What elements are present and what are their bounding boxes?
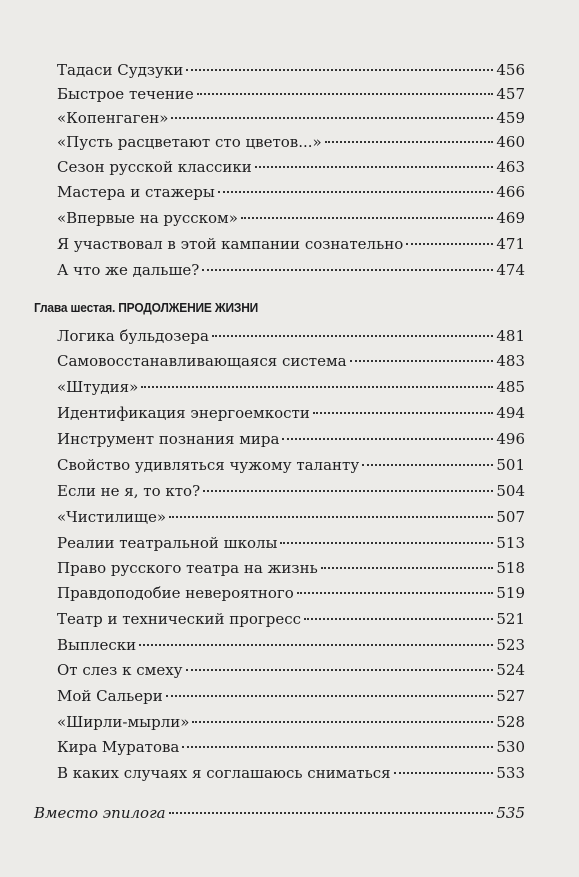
toc-entry-title: Я участвовал в этой кампании сознательно: [57, 235, 404, 253]
toc-entry-title: Свойство удивляться чужому таланту: [57, 456, 360, 474]
toc-entry-page: 481: [496, 327, 525, 345]
dot-leader: [139, 644, 493, 646]
toc-entry: [57, 427, 525, 451]
toc-entry-title: «Чистилище»: [57, 508, 166, 526]
dot-leader: [197, 93, 494, 95]
chapter-heading: Глава шестая. ПРОДОЛЖЕНИЕ ЖИЗНИ: [34, 300, 259, 315]
toc-entry: [57, 735, 525, 759]
toc-entry: [57, 324, 525, 348]
toc-entry-title: «Штудия»: [57, 378, 139, 396]
toc-entry: [57, 82, 525, 106]
toc-entry-page: 501: [496, 456, 525, 474]
toc-entry-page: 460: [496, 133, 525, 151]
toc-entry-title: В каких случаях я соглашаюсь сниматься: [57, 764, 391, 782]
toc-entry-title: Мой Сальери: [57, 687, 163, 705]
toc-entry-title: «Пусть расцветают сто цветов...»: [57, 133, 322, 151]
toc-entry-epilogue: [34, 801, 525, 825]
toc-entry-page: 528: [496, 713, 525, 731]
toc-entry-title: Сезон русской классики: [57, 158, 252, 176]
dot-leader: [212, 335, 493, 337]
toc-entry-title: Театр и технический прогресс: [57, 610, 301, 628]
toc-entry-page: 485: [496, 378, 525, 396]
toc-entry: [57, 106, 525, 130]
toc-entry: [57, 761, 525, 785]
toc-entry-title: Инструмент познания мира: [57, 430, 280, 448]
toc-entry-title: От слез к смеху: [57, 661, 183, 679]
toc-entry-page: 523: [496, 636, 525, 654]
toc-entry-title: «Копенгаген»: [57, 109, 169, 127]
toc-entry-page: 530: [496, 738, 525, 756]
toc-entry: [57, 258, 525, 282]
toc-entry-page: 474: [496, 261, 525, 279]
dot-leader: [202, 269, 493, 271]
toc-entry-page: 507: [496, 508, 525, 526]
toc-entry-title: Самовосстанавливающаяся система: [57, 352, 347, 370]
toc-entry-title: Право русского театра на жизнь: [57, 559, 318, 577]
toc-entry-page: 496: [496, 430, 525, 448]
toc-entry-title: Быстрое течение: [57, 85, 194, 103]
toc-entry-title: Идентификация энергоемкости: [57, 404, 310, 422]
toc-entry-page: 469: [496, 209, 525, 227]
toc-entry-page: 513: [496, 534, 525, 552]
dot-leader: [297, 592, 494, 594]
dot-leader: [241, 217, 493, 219]
dot-leader: [406, 243, 493, 245]
toc-entry-page: 463: [496, 158, 525, 176]
dot-leader: [171, 117, 493, 119]
toc-entry-title: Если не я, то кто?: [57, 482, 201, 500]
dot-leader: [325, 141, 494, 143]
toc-entry-page: 457: [496, 85, 525, 103]
toc-entry: [57, 155, 525, 179]
toc-entry-title: Правдоподобие невероятного: [57, 584, 294, 602]
toc-entry-title: Мастера и стажеры: [57, 183, 215, 201]
toc-entry: [57, 710, 525, 734]
toc-entry-title: Реалии театральной школы: [57, 534, 278, 552]
toc-entry: [57, 633, 525, 657]
toc-entry: [57, 505, 525, 529]
toc-entry-page: 519: [496, 584, 525, 602]
toc-entry: [57, 232, 525, 256]
dot-leader: [169, 812, 494, 814]
dot-leader: [282, 438, 493, 440]
toc-entry-title: «Ширли-мырли»: [57, 713, 190, 731]
toc-entry-title: Тадаси Судзуки: [57, 61, 184, 79]
toc-entry-title: Вместо эпилога: [34, 804, 166, 822]
dot-leader: [169, 516, 493, 518]
toc-entry: [57, 401, 525, 425]
toc-entry-title: Выплески: [57, 636, 137, 654]
dot-leader: [350, 360, 494, 362]
dot-leader: [362, 464, 493, 466]
toc-entry-page: 527: [496, 687, 525, 705]
toc-entry: [57, 206, 525, 230]
toc-entry: [57, 531, 525, 555]
toc-entry-title: А что же дальше?: [57, 261, 200, 279]
toc-entry: [57, 453, 525, 477]
dot-leader: [280, 542, 493, 544]
toc-entry-page: 521: [496, 610, 525, 628]
toc-entry: [57, 658, 525, 682]
dot-leader: [186, 669, 494, 671]
dot-leader: [166, 695, 494, 697]
toc-entry: [57, 58, 525, 82]
dot-leader: [255, 166, 494, 168]
dot-leader: [313, 412, 494, 414]
toc-entry-page: 466: [496, 183, 525, 201]
toc-entry-page: 471: [496, 235, 525, 253]
dot-leader: [186, 69, 493, 71]
toc-entry-title: Логика бульдозера: [57, 327, 209, 345]
dot-leader: [394, 772, 494, 774]
toc-entry: [57, 375, 525, 399]
toc-entry-page: 518: [496, 559, 525, 577]
dot-leader: [203, 490, 493, 492]
dot-leader: [182, 746, 493, 748]
dot-leader: [192, 721, 493, 723]
toc-entry-page: 483: [496, 352, 525, 370]
toc-entry: [57, 607, 525, 631]
toc-entry-page: 456: [496, 61, 525, 79]
toc-entry: [57, 556, 525, 580]
toc-entry-page: 504: [496, 482, 525, 500]
toc-entry: [57, 130, 525, 154]
toc-entry-page: 524: [496, 661, 525, 679]
toc-entry: [57, 581, 525, 605]
dot-leader: [304, 618, 493, 620]
toc-entry-title: Кира Муратова: [57, 738, 180, 756]
toc-entry: [57, 684, 525, 708]
dot-leader: [141, 386, 493, 388]
toc-entry: [57, 349, 525, 373]
toc-entry-page: 459: [496, 109, 525, 127]
toc-entry-page: 533: [496, 764, 525, 782]
toc-entry: [57, 479, 525, 503]
dot-leader: [321, 567, 494, 569]
toc-entry: [57, 180, 525, 204]
dot-leader: [218, 191, 494, 193]
toc-entry-page: 535: [496, 804, 525, 822]
toc-entry-page: 494: [496, 404, 525, 422]
toc-entry-title: «Впервые на русском»: [57, 209, 238, 227]
